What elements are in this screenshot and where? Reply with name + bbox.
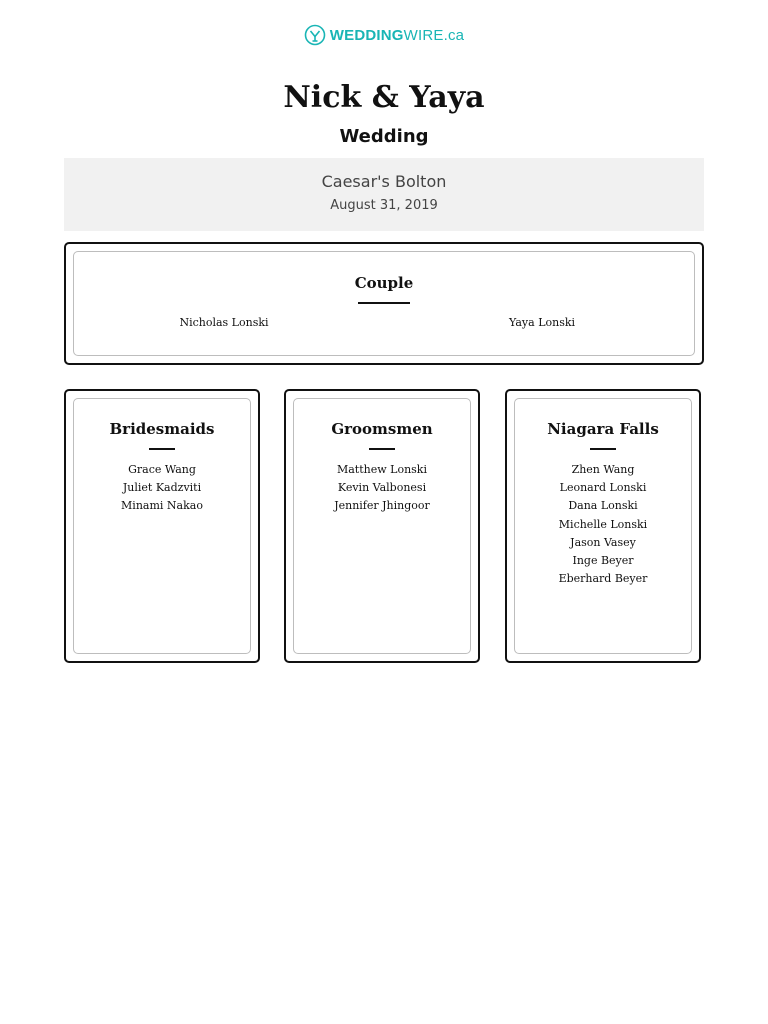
member-list <box>507 461 699 588</box>
member-name: Dana Lonski <box>568 499 638 513</box>
member-name: Leonard Lonski <box>559 481 647 495</box>
member-name: Jennifer Jhingoor <box>334 499 430 513</box>
group-heading-divider <box>369 448 395 450</box>
weddingwire-logo <box>0 24 768 46</box>
logo-word-wedding: WEDDING <box>329 26 404 44</box>
member-name: Michelle Lonski <box>558 517 648 531</box>
member-name: Jason Vasey <box>570 535 636 549</box>
group-heading: Bridesmaids <box>109 420 215 438</box>
group-heading: Niagara Falls <box>547 420 659 438</box>
member-list <box>286 461 478 516</box>
venue-name: Caesar's Bolton <box>321 172 447 191</box>
member-name: Inge Beyer <box>572 554 634 568</box>
couple-heading: Couple <box>354 274 414 292</box>
event-date: August 31, 2019 <box>330 198 438 213</box>
member-name: Zhen Wang <box>571 463 635 476</box>
member-name: Eberhard Beyer <box>558 572 648 586</box>
group-heading-divider <box>590 448 616 450</box>
member-name: Matthew Lonski <box>336 463 427 476</box>
member-name: Minami Nakao <box>121 499 203 513</box>
group-heading-divider <box>149 448 175 450</box>
group-card-bridesmaids <box>64 389 260 663</box>
couple-name-2: Yaya Lonski <box>508 316 576 329</box>
wedding-wire-logo-icon <box>304 24 326 46</box>
couple-name-1: Nicholas Lonski <box>179 316 269 329</box>
couple-heading-divider <box>358 302 410 304</box>
member-name: Grace Wang <box>128 463 196 476</box>
venue-banner <box>64 158 704 231</box>
page-title: Nick & Yaya <box>283 80 485 115</box>
member-list <box>66 461 258 516</box>
member-name: Kevin Valbonesi <box>337 481 427 495</box>
group-card-groomsmen <box>284 389 480 663</box>
couple-card <box>64 242 704 365</box>
page-subtitle: Wedding <box>339 126 429 147</box>
group-heading: Groomsmen <box>331 420 433 438</box>
logo-word-wire: WIRE.ca <box>403 26 465 44</box>
group-card-niagara-falls <box>505 389 701 663</box>
member-name: Juliet Kadzviti <box>122 481 202 495</box>
